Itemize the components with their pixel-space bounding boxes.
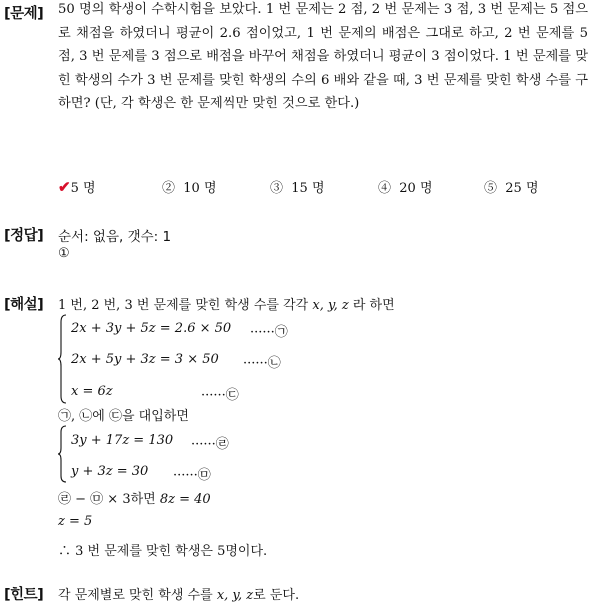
question-text: 50 명의 학생이 수학시험을 보았다. 1 번 문제는 2 점, 2 번 문제는 3 점, 3 번 문제는 5 점으로 채점을 하였더니 평균이 2.6 점이었고, 1 번 문제의 배점은 그대로 하고, 2 번 문제를 5 점, 3 번 문제를 3 점으로 배점을 바꾸어 채점을 하였더니 평균이 3 점이었다. 1 번 문제를 맞힌 학생의 수가 3 번 문제를 맞힌 학생의 수의 6 배와 같을 때, 3 번 문제를 맞힌 학생 수를 구하면? (단, 각 학생은 한 문제씩만 맞힌 것으로 한다.) [58, 2, 588, 111]
hint-vars: x, y, z [216, 588, 254, 603]
equation-2: 2x + 5y + 3z = 3 × 50 [71, 352, 219, 367]
solution-intro [58, 294, 395, 313]
choice-4-number: ④ [378, 181, 392, 196]
equation-2-mark: ······㉡ [243, 356, 281, 371]
solution-conclusion: ∴ 3 번 문제를 맞힌 학생은 5명이다. [58, 544, 268, 559]
answer-line: 순서: 없음, 갯수: 1 [58, 229, 172, 245]
choice-2-number: ② [162, 181, 176, 196]
solution-intro-pre: 1 번, 2 번, 3 번 문제를 맞힌 학생 수를 각각 [58, 298, 309, 313]
solution-tag: [해설] [4, 297, 44, 313]
hint-text [58, 584, 299, 603]
choice-4[interactable] [378, 177, 433, 196]
choice-1[interactable] [58, 177, 96, 196]
equation-1: 2x + 3y + 5z = 2.6 × 50 [71, 321, 232, 336]
left-brace-icon [58, 314, 68, 404]
question-tag: [문제] [4, 6, 44, 22]
equation-3: x = 6z [71, 384, 113, 399]
equation-5: y + 3z = 30 [71, 464, 149, 479]
equation-3-mark: ······㉢ [201, 388, 239, 403]
check-mark-icon: ✔ [58, 178, 71, 196]
substitution-text: ㉠, ㉡에 ㉢을 대입하면 [58, 409, 189, 424]
equation-5-mark: ······㉤ [173, 468, 211, 483]
hint-text-pre: 각 문제별로 맞힌 학생 수를 [58, 588, 213, 603]
hint-text-post: 로 둔다. [253, 588, 300, 603]
choice-3[interactable] [270, 177, 325, 196]
equation-4: 3y + 17z = 130 [71, 433, 174, 448]
solution-step-1-text: ㉣ − ㉤ × 3하면 [58, 492, 156, 507]
choice-5-label: 25 명 [505, 181, 539, 196]
choice-2[interactable] [162, 177, 217, 196]
left-brace-icon [58, 425, 68, 483]
equation-system-1 [58, 314, 318, 404]
choice-4-label: 20 명 [399, 181, 433, 196]
choice-5[interactable] [484, 177, 539, 196]
solution-intro-post: 라 하면 [352, 298, 395, 313]
choice-2-label: 10 명 [183, 181, 217, 196]
equation-system-2 [58, 425, 278, 483]
choice-3-label: 15 명 [291, 181, 325, 196]
solution-step-1-eq: 8z = 40 [159, 492, 211, 507]
answer-tag: [정답] [4, 228, 44, 244]
solution-step-2: z = 5 [58, 514, 93, 529]
choice-3-number: ③ [270, 181, 284, 196]
choice-5-number: ⑤ [484, 181, 498, 196]
solution-step-1 [58, 488, 211, 507]
equation-4-mark: ······㉣ [191, 437, 229, 452]
equation-1-mark: ······㉠ [250, 325, 288, 340]
solution-intro-vars: x, y, z [312, 298, 349, 313]
choice-1-label: 5 명 [70, 181, 96, 196]
answer-value: ① [58, 246, 70, 261]
hint-tag: [힌트] [4, 587, 44, 603]
choice-list [58, 177, 588, 197]
